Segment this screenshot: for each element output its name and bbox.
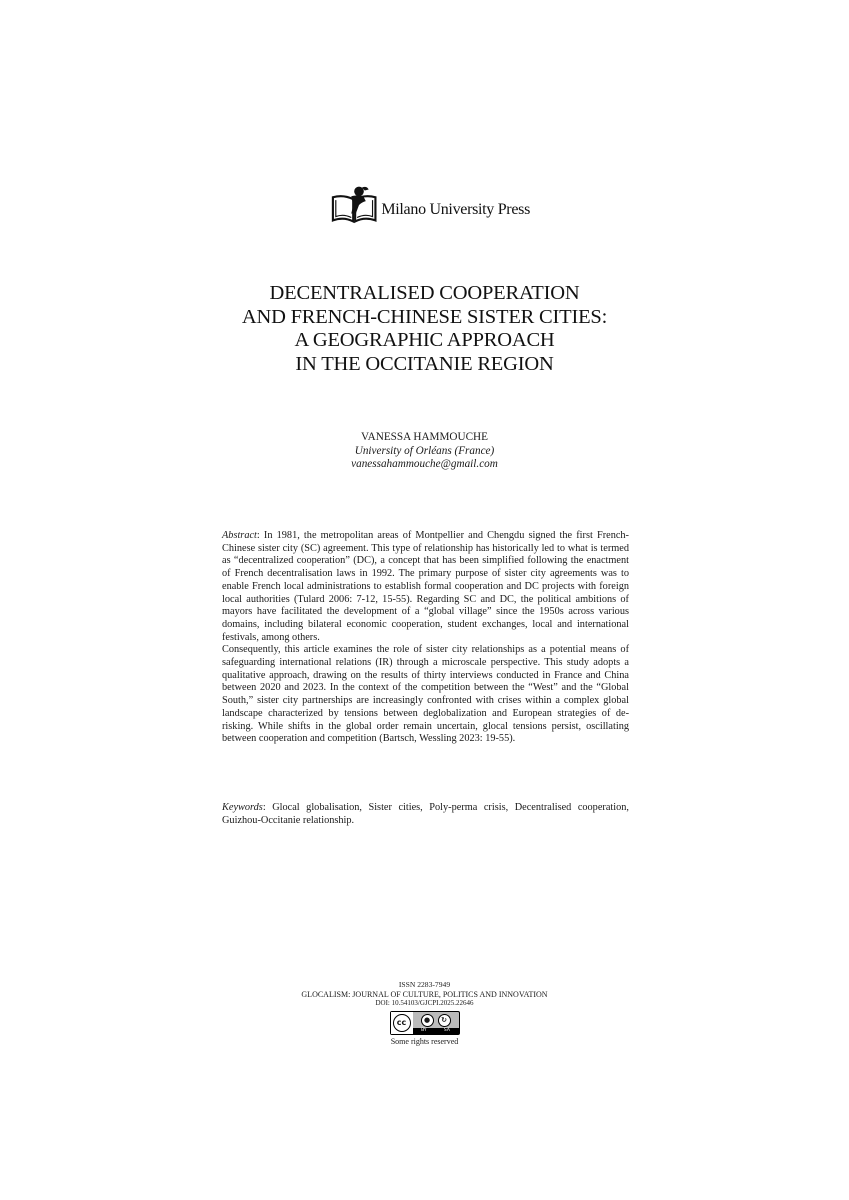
abstract-paragraph-2: Consequently, this article examines the role of sister city relationships as a potential means of safeguarding international relations (IR) through a microscale perspective. This study adopts a qualitative approach, drawing on the results of thirty interviews conducted in France and China between 2020 and 2023. In the context of the competition between the “West” and the “Global South,” sister city partnerships are increasingly confronted with crises within a complex global landscape characterized by tensions between deglobalization and European strategies of de-risking. While shifts in the global order remain uncertain, glocal tensions persist, oscillating between cooperation and competition (Bartsch, Wessling 2023: 19-55).	[222, 644, 629, 745]
cc-icon: cc	[391, 1012, 413, 1034]
abstract-paragraph-1	[222, 530, 629, 644]
abstract-label: Abstract	[222, 530, 257, 541]
doi[interactable]: DOI: 10.54103/GJCPI.2025.22646	[375, 999, 474, 1007]
issn: ISSN 2283-7949	[398, 980, 451, 989]
by-label: BY	[421, 1027, 427, 1033]
publisher-name: Milano University Press	[381, 201, 530, 218]
keywords-label: Keywords	[222, 802, 263, 813]
cc-license-badge[interactable]	[390, 1011, 460, 1035]
title-line: IN THE OCCITANIE REGION	[295, 352, 554, 375]
title-line: DECENTRALISED COOPERATION	[269, 282, 580, 304]
abstract	[222, 530, 629, 746]
keywords-text: : Glocal globalisation, Sister cities, Poly-perma crisis, Decentralised cooperation, Guizhou-Occitanie relationship.	[222, 802, 629, 826]
publisher-logo	[330, 183, 530, 225]
author-block	[0, 431, 849, 472]
footer	[0, 980, 849, 1046]
sa-label: SA	[443, 1027, 450, 1033]
abstract-text-1: : In 1981, the metropolitan areas of Montpellier and Chengdu signed the first French-Chinese sister city (SC) agreement. This type of relationship has historically led to what is termed as “decentralized cooperation” (DC), a concept that has been simplified following the enactment of French decentralisation laws in 1992. The primary purpose of sister city agreements was to enable French local administrations to establish formal cooperation and DC projects with foreign local authorities (Tulard 2006: 7-12, 15-55). Regarding SC and DC, the political ambitions of mayors have facilitated the development of a “global village” since the 1950s across various domains, including bilateral economic cooperation, student exchanges, local and international festivals, among others.	[222, 530, 629, 643]
title-line: A GEOGRAPHIC APPROACH	[294, 329, 555, 351]
share-alike-icon: ↻	[438, 1014, 451, 1027]
author-email[interactable]: vanessahammouche@gmail.com	[351, 458, 498, 470]
article-title	[0, 282, 849, 376]
rights-statement: Some rights reserved	[390, 1036, 459, 1046]
author-name: VANESSA HAMMOUCHE	[361, 431, 488, 443]
title-line: AND FRENCH-CHINESE SISTER CITIES:	[241, 305, 608, 328]
journal-name: GLOCALISM: JOURNAL OF CULTURE, POLITICS AND INNOVATION	[301, 989, 548, 999]
open-book-reader-icon	[330, 183, 378, 225]
keywords	[222, 802, 629, 827]
attribution-icon: ●	[421, 1014, 434, 1027]
author-affiliation: University of Orléans (France)	[354, 444, 495, 457]
